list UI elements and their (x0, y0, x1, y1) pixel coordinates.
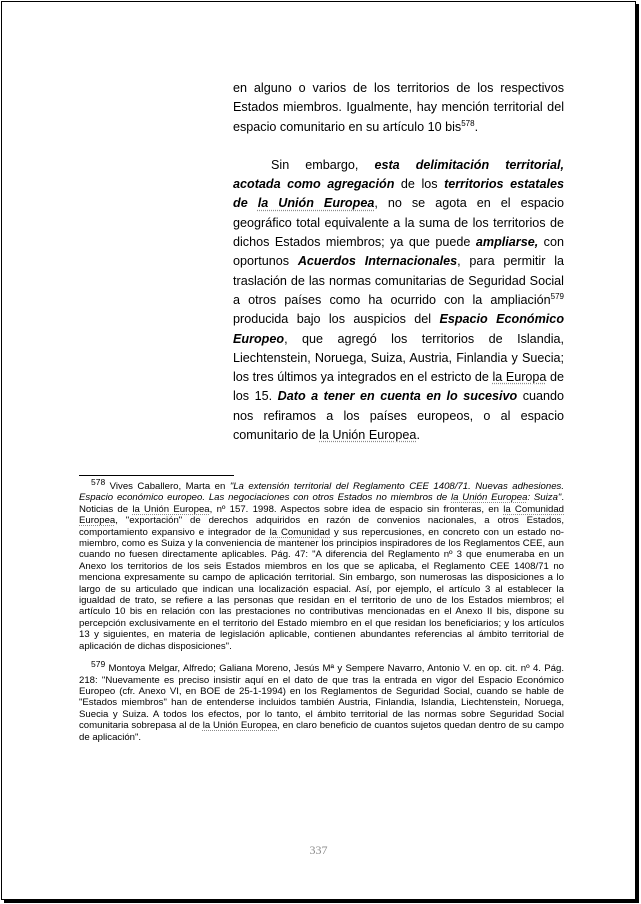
footnotes (79, 477, 565, 743)
text-run: y sus repercusiones, en concreto con un estado no-miembro, como es Suiza y la conveniencia de mantener los principios inspiradores de los Reglamentos CEE, aun cuando no fuesen directamente aplicables. Pág. 47: "A diferencia del Reglamento nº 3 que enumeraba en un Anexo los territorios de los seis Estados miembros en los que se aplicaba, el Reglamento CEE 1408/71 no menciona expresamente su campo de aplicación territorial. Sin embargo, son numerosas las disposiciones a lo largo de su articulado que indican una localización espacial. Así, por ejemplo, el artículo 3 al establecer la igualdad de trato, se refiere a las personas que residan en el territorio de uno de los Estados miembros; el artículo 10 bis en relación con las prestaciones no contributivas mencionadas en el Anexo II bis, dispone su percepción exclusivamente en el territorio del Estado miembro en el que residan los beneficiarios; y los artículos 13 y siguientes, en materia de legislación aplicable, contienen abundantes referencias al ámbito territorial de aplicación de dichas disposiciones". (79, 526, 564, 652)
flagged-word: la Unión Europea (451, 492, 528, 504)
document-page (1, 1, 636, 900)
flagged-word: la Unión Europea (202, 720, 278, 732)
paragraph-2 (233, 156, 564, 445)
text-run: . Noticias de (79, 492, 564, 515)
text-run: , nº 157. 1998. Aspectos sobre idea de espacio sin fronteras, en (209, 503, 504, 515)
text-run: producida bajo los auspicios del (233, 312, 440, 327)
footnote-separator (79, 475, 234, 476)
flagged-word: la Comunidad Europea (79, 503, 564, 527)
text-run: , "exportación" de derechos adquiridos en razón de convenios nacionales, a otros Estados, comportamiento expansivo e integrador de (79, 515, 564, 538)
text-run: Vives Caballero, Marta en (105, 481, 230, 492)
flagged-word: la Comunidad (269, 526, 331, 538)
text-run: Sin embargo, (271, 157, 375, 172)
emphasis: esta delimitación territorial, acotada como agregación (233, 157, 564, 192)
text-run: con oportunos (233, 235, 564, 269)
emphasis: territorios estatales de (233, 177, 564, 211)
page-number: 337 (309, 843, 328, 857)
text-run: cuando nos refiramos a los países europeos, o al espacio comunitario de (233, 389, 565, 443)
paragraph-1 (233, 79, 564, 137)
text-run: , que agregó los territorios de Islandia, Liechtenstein, Noruega, Suiza, Austria, Finlandia y Suecia; los tres últimos ya integrados en el estricto de (233, 331, 564, 385)
emphasis: Dato a tener en cuenta en lo sucesivo (277, 389, 518, 404)
text-run: , en claro beneficio de cuantos sujetos quedan dentro de su campo de aplicación". (79, 720, 565, 743)
footnote-number: 579 (91, 659, 106, 670)
flagged-word: la Unión Europea (132, 503, 210, 515)
emphasis: ampliarse, (475, 235, 539, 250)
footnote-ref-579[interactable]: 579 (550, 291, 564, 301)
text-run: Montoya Melgar, Alfredo; Galiana Moreno, Jesús Mª y Sempere Navarro, Antonio V. en op. cit. nº 4. Pág. 218: "Nuevamente es preciso insistir aquí en el dato de que tras la entrada en vigor del Espacio Económico Europeo (cfr. Anexo VI, en BOE de 25-1-1994) en los Reglamentos de Seguridad Social, cuando se hable de "Estados miembros" han de entenderse incluidos también Austria, Finlandia, Islandia, Liechtenstein, Noruega, Suecia y Suiza. A todos los efectos, por lo tanto, el ámbito territorial de las normas sobre Seguridad Social comunitaria sobrepasa al de (79, 663, 564, 732)
emphasis: Acuerdos Internacionales (297, 254, 458, 269)
italic-text: "La extensión territorial del Reglamento CEE 1408/71. Nuevas adhesiones. Espacio económico europeo. Las negociaciones con otros Estados no miembros de (79, 481, 564, 504)
text-run: , para permitir la traslación de las normas comunitarias de Seguridad Social a otros países como ha ocurrido con la ampliación (233, 254, 564, 307)
text-run: en alguno o varios de los territorios de los respectivos Estados miembros. Igualmente, hay mención territorial del espacio comunitario en su artículo 10 bis (233, 81, 564, 134)
text-run: , no se agota en el espacio geográfico total equivalente a la suma de los territorios de dichos Estados miembros; ya que puede (233, 196, 564, 250)
footnote-ref-578[interactable]: 578 (461, 118, 475, 128)
footnote-579 (79, 659, 565, 743)
emphasis-flagged: la Unión Europea (257, 196, 375, 211)
text-run: . (474, 119, 479, 134)
italic-text: : Suiza" (527, 492, 562, 504)
body-text (233, 79, 564, 445)
text-run: de los (394, 177, 445, 192)
flagged-word: la Unión Europea (319, 428, 417, 443)
text-run: de los 15. (233, 370, 564, 404)
emphasis: Espacio Económico Europeo (233, 312, 565, 346)
flagged-word: la Europa (492, 370, 547, 385)
text-run: . (416, 428, 420, 443)
footnote-578 (79, 477, 564, 652)
footnote-number: 578 (91, 477, 106, 487)
